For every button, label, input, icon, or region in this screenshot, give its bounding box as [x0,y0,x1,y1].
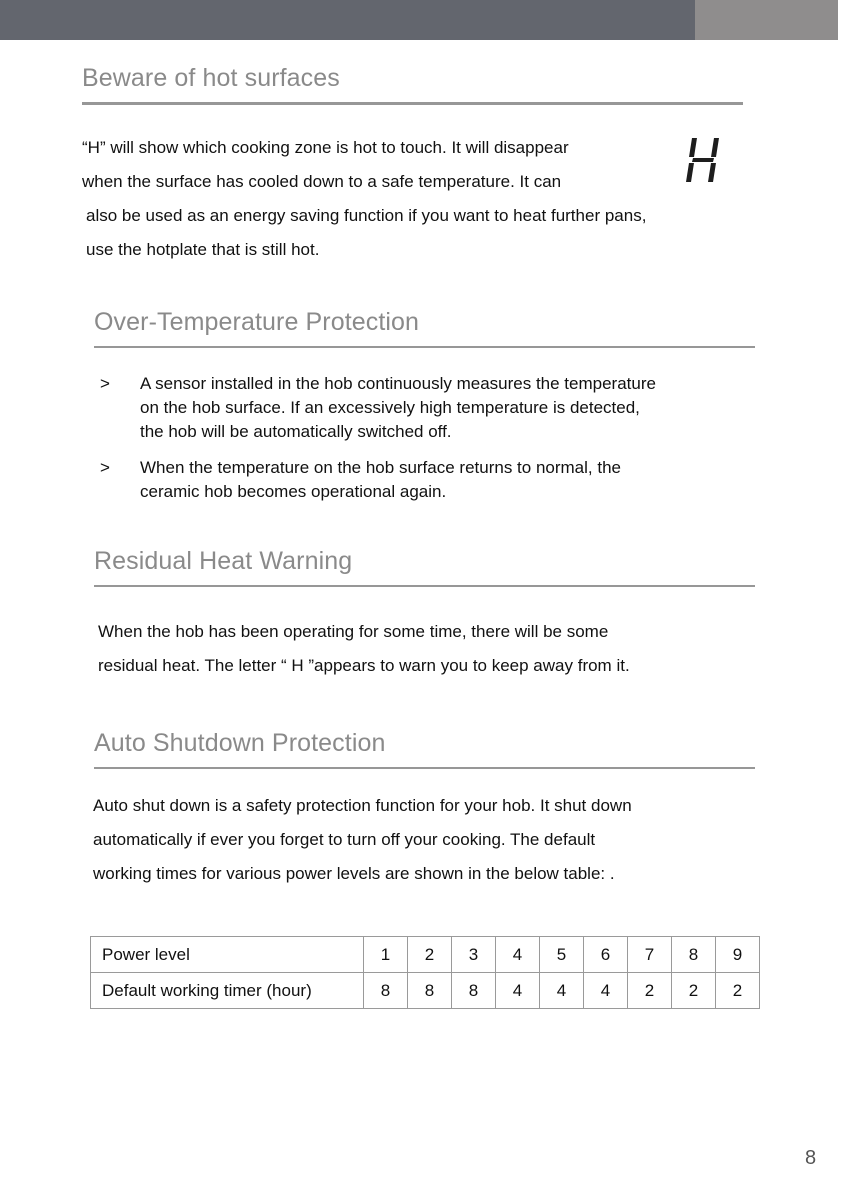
section-title: Beware of hot surfaces [82,64,340,92]
section-divider [82,102,743,105]
table-cell: 4 [540,973,584,1009]
table-cell: 3 [452,937,496,973]
table-cell: 2 [628,973,672,1009]
table-cell: 2 [672,973,716,1009]
table-cell: 5 [540,937,584,973]
header-tab [695,0,838,40]
paragraph-line: when the surface has cooled down to a safe temperature. It can [82,172,562,191]
header-bar [0,0,695,40]
section-divider [94,346,755,348]
table-row-timer [91,973,760,1009]
paragraph-line: residual heat. The letter “ H ”appears to warn you to keep away from it. [98,656,630,675]
table-cell: 8 [408,973,452,1009]
paragraph-line: working times for various power levels are shown in the below table: . [93,864,615,883]
bullet-item [140,456,621,504]
page-number: 8 [805,1147,817,1169]
paragraph-line: automatically if ever you forget to turn off your cooking. The default [93,830,596,849]
section-divider [94,767,755,769]
row-header: Power level [91,937,364,973]
table-row-power-level [91,937,760,973]
bullet-line: on the hob surface. If an excessively high temperature is detected, [140,398,640,417]
bullet-line: When the temperature on the hob surface returns to normal, the [140,458,621,477]
paragraph-line: Auto shut down is a safety protection function for your hob. It shut down [93,796,632,815]
table-cell: 9 [716,937,760,973]
bullet-item [140,372,656,444]
paragraph-line: When the hob has been operating for some time, there will be some [98,622,609,641]
seven-segment-h-icon [684,134,728,186]
section-title: Auto Shutdown Protection [94,729,386,757]
table-cell: 8 [672,937,716,973]
section-title: Over-Temperature Protection [94,308,420,336]
section-divider [94,585,755,587]
table-cell: 7 [628,937,672,973]
power-timer-table [90,936,760,1009]
table-cell: 2 [408,937,452,973]
section-title: Residual Heat Warning [94,547,353,575]
bullet-line: ceramic hob becomes operational again. [140,482,447,501]
paragraph-line: use the hotplate that is still hot. [86,240,320,259]
paragraph-line: “H” will show which cooking zone is hot to touch. It will disappear [82,138,569,157]
table-cell: 2 [716,973,760,1009]
table-cell: 4 [496,973,540,1009]
bullet-marker: > [100,374,110,393]
table-cell: 1 [364,937,408,973]
table-cell: 4 [584,973,628,1009]
paragraph-line: also be used as an energy saving function if you want to heat further pans, [86,206,647,225]
row-header: Default working timer (hour) [91,973,364,1009]
bullet-marker: > [100,458,110,477]
table-cell: 6 [584,937,628,973]
bullet-line: the hob will be automatically switched off. [140,422,452,441]
table-cell: 8 [364,973,408,1009]
bullet-line: A sensor installed in the hob continuously measures the temperature [140,374,656,393]
table-cell: 8 [452,973,496,1009]
table-cell: 4 [496,937,540,973]
